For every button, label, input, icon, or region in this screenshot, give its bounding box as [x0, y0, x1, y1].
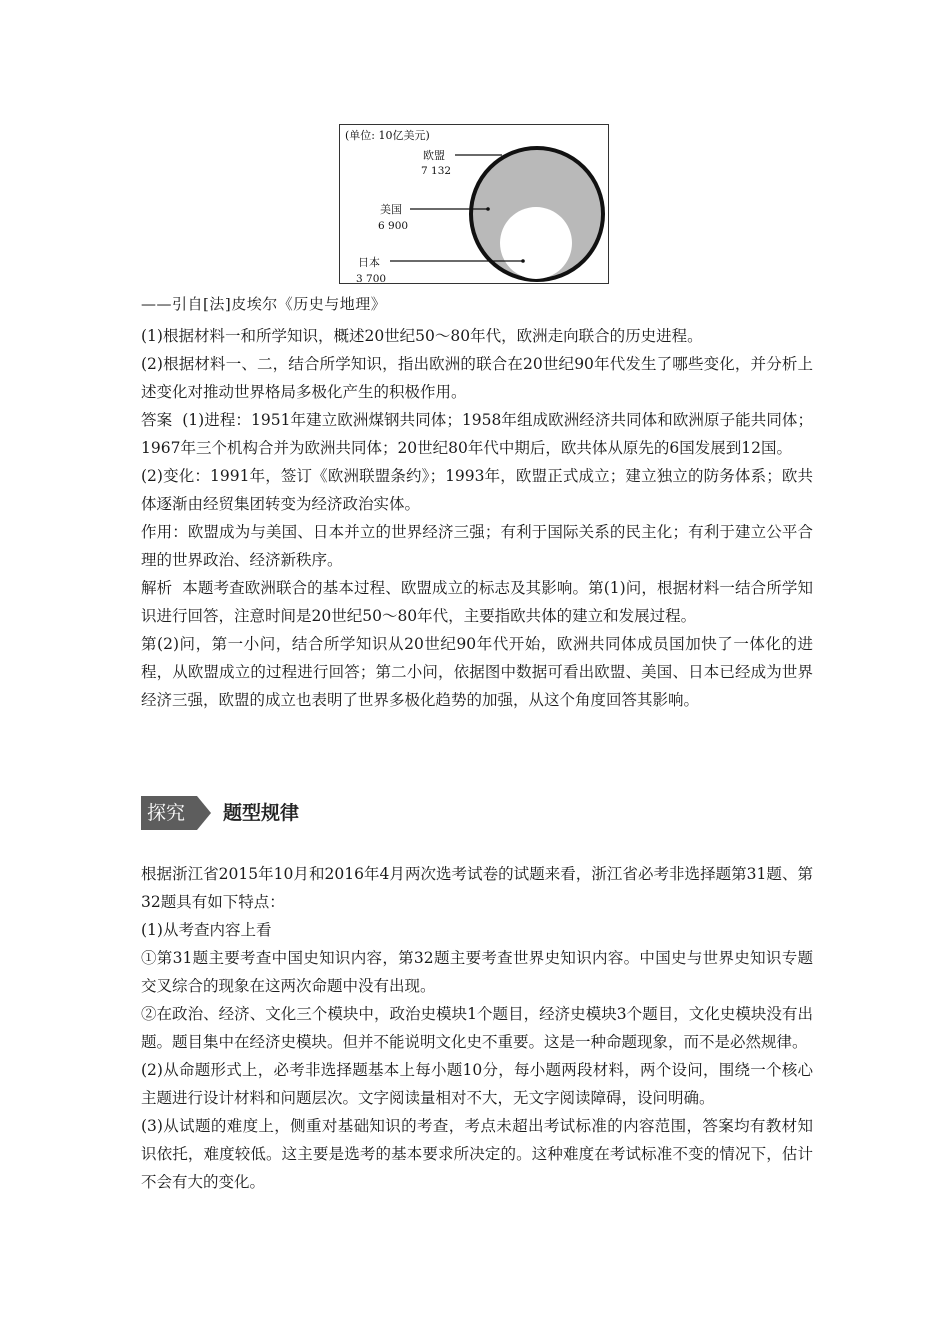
section2-point-3: (2)从命题形式上，必考非选择题基本上每小题10分，每小题两段材料，两个设问，围绕一个核心主题进行设计材料和问题层次。文字阅读量相对不大，无文字阅读障碍，设问明确。	[141, 1061, 813, 1107]
question-1: (1)根据材料一和所学知识，概述20世纪50～80年代，欧洲走向联合的历史进程。	[141, 327, 703, 345]
section-banner	[141, 796, 340, 830]
analysis-text-1: 本题考查欧洲联合的基本过程、欧盟成立的标志及其影响。第(1)问，根据材料一结合所学知识进行回答，注意时间是20世纪50～80年代，主要指欧共体的建立和发展过程。	[141, 579, 813, 625]
answer-part-1	[141, 406, 813, 462]
eu-label: 欧盟	[423, 149, 445, 162]
section2-heading-1: (1)从考查内容上看	[141, 921, 272, 939]
section2-point-2: ②在政治、经济、文化三个模块中，政治史模块1个题目，经济史模块3个题目，文化史模块没有出题。题目集中在经济史模块。但并不能说明文化史不重要。这是一种命题现象，而不是必然规律。	[141, 1005, 813, 1051]
us-pointer-dot	[486, 207, 490, 211]
us-label: 美国	[380, 203, 402, 216]
gdp-circle-figure	[339, 124, 609, 284]
analysis-part-1	[141, 574, 813, 630]
section2-intro: 根据浙江省2015年10月和2016年4月两次选考试卷的试题来看，浙江省必考非选择题第31题、第32题具有如下特点：	[141, 865, 813, 911]
analysis-part-2: 第(2)问，第一小问，结合所学知识从20世纪90年代开始，欧洲共同体成员国加快了一体化的进程，从欧盟成立的过程进行回答；第二小问，依据图中数据可看出欧盟、美国、日本已经成为世界经济三强，欧盟的成立也表明了世界多极化趋势的加强，从这个角度回答其影响。	[141, 635, 813, 709]
japan-circle	[500, 207, 572, 279]
section2-body	[141, 860, 813, 1196]
section2-point-1: ①第31题主要考查中国史知识内容，第32题主要考查世界史知识内容。中国史与世界史知识专题交叉综合的现象在这两次命题中没有出现。	[141, 949, 813, 995]
figure-caption: ——引自[法]皮埃尔《历史与地理》	[141, 295, 387, 313]
unit-label: (单位: 10亿美元)	[345, 129, 430, 142]
circle-diagram	[340, 125, 610, 285]
banner-title: 题型规律	[223, 802, 300, 824]
japan-pointer-dot	[521, 259, 525, 263]
answer-text-1: (1)进程：1951年建立欧洲煤钢共同体；1958年组成欧洲经济共同体和欧洲原子能共同体；1967年三个机构合并为欧洲共同体；20世纪80年代中期后，欧共体从原先的6国发展到12国。	[141, 411, 813, 457]
questions-and-answer	[141, 322, 813, 714]
answer-part-3: 作用：欧盟成为与美国、日本并立的世界经济三强；有利于国际关系的民主化；有利于建立公平合理的世界政治、经济新秩序。	[141, 523, 813, 569]
eu-value: 7 132	[421, 165, 452, 177]
japan-label: 日本	[358, 256, 380, 269]
section2-point-4: (3)从试题的难度上，侧重对基础知识的考查，考点未超出考试标准的内容范围，答案均有教材知识依托，难度较低。这主要是选考的基本要求所决定的。这种难度在考试标准不变的情况下，估计不会有大的变化。	[141, 1117, 813, 1191]
analysis-label: 解析	[141, 579, 173, 597]
answer-part-2: (2)变化：1991年，签订《欧洲联盟条约》；1993年，欧盟正式成立；建立独立的防务体系；欧共体逐渐由经贸集团转变为经济政治实体。	[141, 467, 813, 513]
banner-arrow-icon	[197, 796, 211, 830]
banner-left-label: 探究	[141, 796, 197, 830]
answer-label: 答案	[141, 411, 173, 429]
us-value: 6 900	[378, 220, 409, 232]
question-2: (2)根据材料一、二，结合所学知识，指出欧洲的联合在20世纪90年代发生了哪些变化，并分析上述变化对推动世界格局多极化产生的积极作用。	[141, 355, 813, 401]
japan-value: 3 700	[356, 273, 387, 285]
